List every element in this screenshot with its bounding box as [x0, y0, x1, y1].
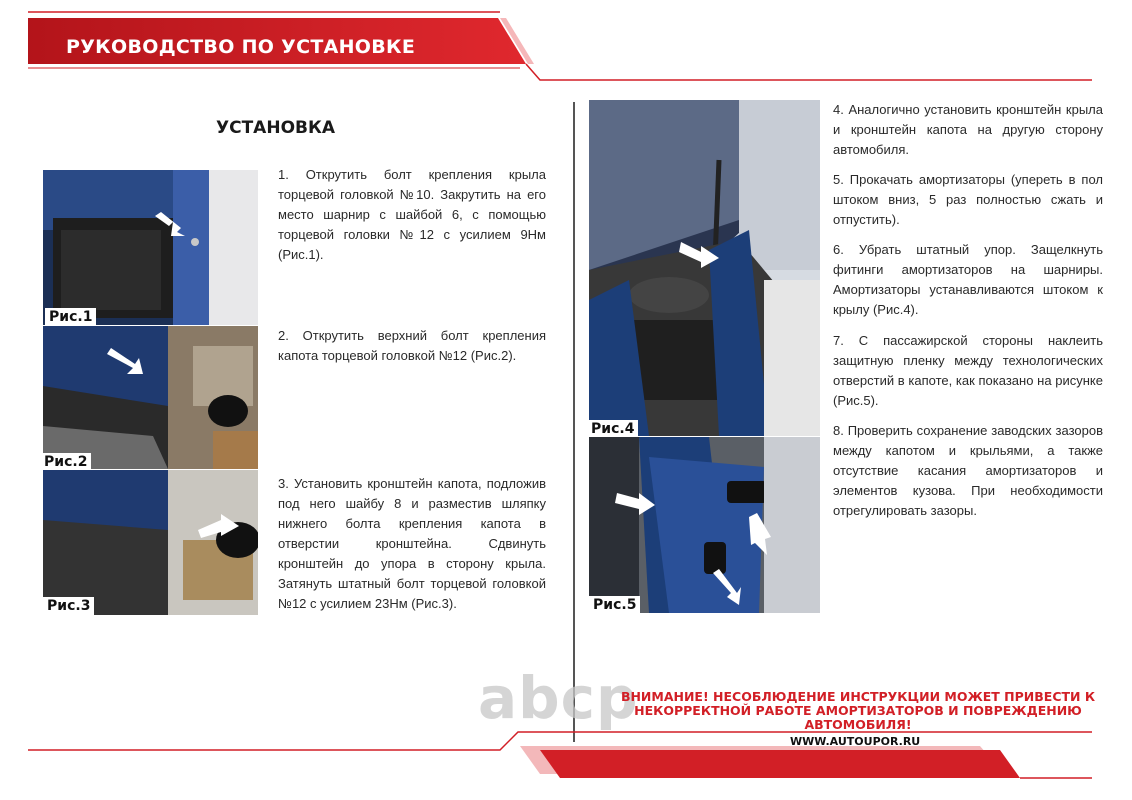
figure-1-caption: Рис.1 [45, 308, 96, 326]
step-1-text: 1. Открутить болт крепления крыла торцевой головкой №10. Закрутить на его место шарнир с шайбой 6, с помощью торцевой головки №12 с усилием 9Нм (Рис.1). [278, 167, 546, 262]
warning-text: ВНИМАНИЕ! НЕСОБЛЮДЕНИЕ ИНСТРУКЦИИ МОЖЕТ ПРИВЕСТИ К НЕКОРРЕКТНОЙ РАБОТЕ АМОРТИЗАТОРОВ И ПОВРЕЖДЕНИЮ АВТОМОБИЛЯ! [620, 689, 1096, 732]
step-2-text: 2. Открутить верхний болт крепления капота торцевой головкой №12 (Рис.2). [278, 328, 546, 363]
figure-3-caption: Рис.3 [43, 597, 94, 615]
section-title: УСТАНОВКА [216, 118, 336, 138]
column-divider [573, 102, 575, 742]
step-6-text: 6. Убрать штатный упор. Защелкнуть фитинги амортизаторов на шарниры. Амортизаторы устанавливаются штоком к крылу (Рис.4). [833, 242, 1103, 317]
step-7-text: 7. С пассажирской стороны наклеить защитную пленку между технологических отверстий в капоте, как показано на рисунке (Рис.5). [833, 333, 1103, 408]
figure-5-photo [589, 437, 820, 613]
figure-1-photo [43, 170, 258, 325]
figure-2-photo [43, 326, 258, 469]
figure-4-caption: Рис.4 [587, 420, 638, 438]
step-8-text: 8. Проверить сохранение заводских зазоров между капотом и крыльями, а также отсутствие касания амортизаторов и элементов кузова. При необходимости отрегулировать зазоры. [833, 423, 1103, 518]
watermark-logo: abcp [478, 664, 639, 732]
figure-5-caption: Рис.5 [589, 596, 640, 614]
figure-4-photo [589, 100, 820, 436]
figure-2-caption: Рис.2 [40, 453, 91, 471]
figure-3-photo [43, 470, 258, 615]
header-banner [0, 0, 1132, 90]
page-header-title: РУКОВОДСТВО ПО УСТАНОВКЕ [66, 36, 416, 58]
footer-graphic [0, 720, 1132, 800]
step-5-text: 5. Прокачать амортизаторы (упереть в пол штоком вниз, 5 раз полностью сжать и отпустить). [833, 172, 1103, 227]
step-4-text: 4. Аналогично установить кронштейн крыла и кронштейн капота на другую сторону автомобиля. [833, 102, 1103, 157]
step-3-text: 3. Установить кронштейн капота, подложив под него шайбу 8 и разместив шляпку нижнего болта крепления капота в отверстии кронштейна. Сдвинуть кронштейн до упора в сторону крыла. Затянуть штатный болт торцевой головкой №12 с усилием 23Нм (Рис.3). [278, 476, 546, 611]
website-link[interactable]: WWW.AUTOUPOR.RU [790, 735, 921, 748]
